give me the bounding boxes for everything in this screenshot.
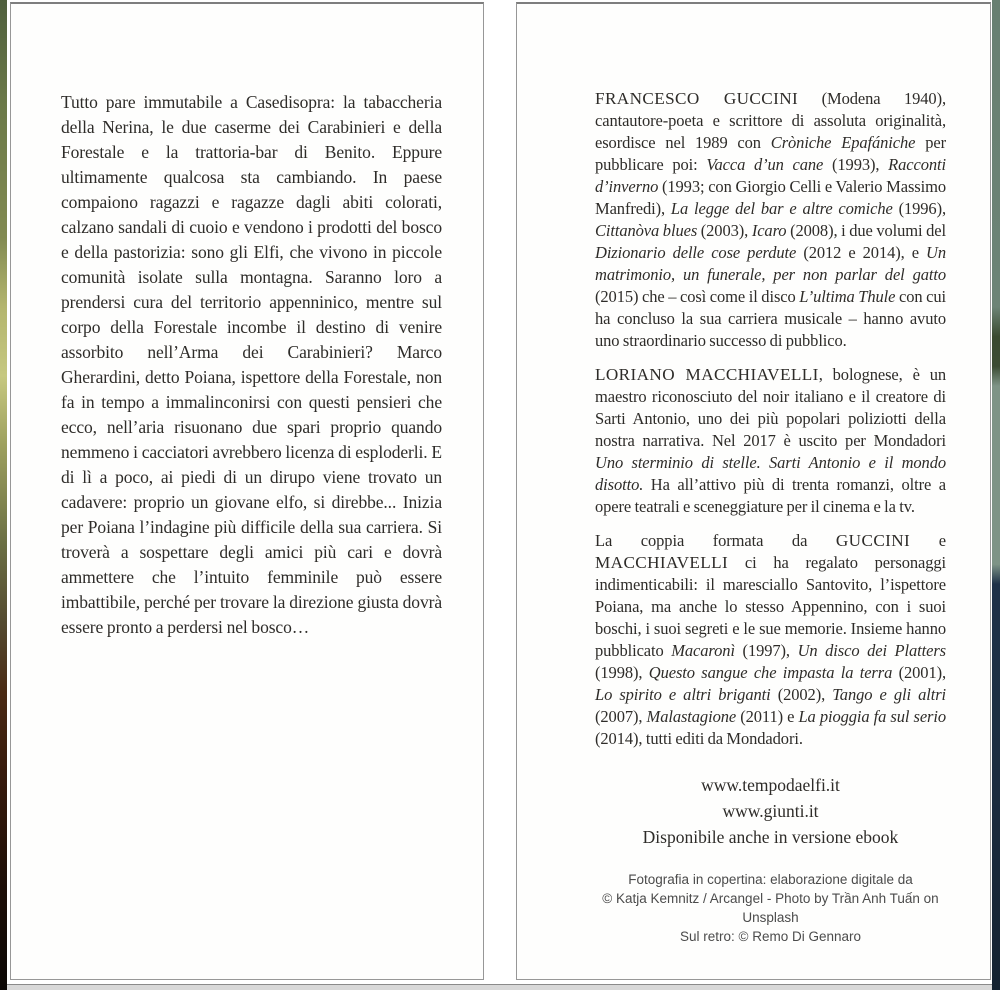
cover-photo-edge-left xyxy=(0,0,7,990)
website-link-tempodaelfi: www.tempodaelfi.it xyxy=(701,775,840,795)
duo-bio: La coppia formata da GUCCINI e MACCHIAVELLI ci ha regalato personaggi indimenticabili: il maresciallo Santovito, l’ispettore Poiana, ma anche lo stesso Appennino, con i suoi boschi, i suoi segreti e le sue memorie. Insieme hanno pubblicato Macaronì (1997), Un disco dei Platters (1998), Questo sangue che impasta la terra (2001), Lo spirito e altri briganti (2002), Tango e gli altri (2007), Malastagione (2011) e La pioggia fa sul serio (2014), tutti editi da Mondadori. xyxy=(595,531,947,748)
credit-line-back-photo: Sul retro: © Remo Di Gennaro xyxy=(679,929,862,944)
author-bio-guccini: FRANCESCO GUCCINI (Modena 1940), cantautore-poeta e scrittore di assoluta originalità, esordisce nel 1989 con Cròniche Epafániche per pubblicare poi: Vacca d’un cane (1993), Racconti d’inverno (1993; con Giorgio Celli e Valerio Massimo Manfredi), La legge del bar e altre comiche (1996), Cittanòva blues (2003), Icaro (2008), i due volumi del Dizionario delle cose perdute (2012 e 2014), e Un matrimonio, un funerale, per non parlar del gatto (2015) che – così come il disco L’ultima Thule con cui ha concluso la sua carriera musicale – hanno avuto uno straordinario successo di pubblico. xyxy=(595,89,947,350)
credit-line-cover: Fotografia in copertina: elaborazione digitale da xyxy=(628,872,913,887)
cover-photo-edge-right xyxy=(992,0,1000,990)
back-flap-content xyxy=(517,4,990,979)
credit-line-photographers: © Katja Kemnitz / Arcangel - Photo by Trần Anh Tuấn on Unsplash xyxy=(602,891,939,925)
links-block xyxy=(595,772,946,850)
photo-credits xyxy=(595,870,946,946)
front-flap xyxy=(10,2,484,980)
website-link-giunti: www.giunti.it xyxy=(722,801,819,821)
author-bio-macchiavelli: LORIANO MACCHIAVELLI, bolognese, è un maestro riconosciuto del noir italiano e il creatore di Sarti Antonio, uno dei più popolari poliziotti della nostra narrativa. Nel 2017 è uscito per Mondadori Uno sterminio di stelle. Sarti Antonio e il mondo disotto. Ha all’attivo più di trenta romanzi, oltre a opere teatrali e sceneggiature per il cinema e la tv. xyxy=(595,365,946,516)
back-flap xyxy=(516,2,991,980)
front-flap-content xyxy=(11,4,483,979)
scan-bottom-edge xyxy=(7,984,992,990)
ebook-availability-note: Disponibile anche in versione ebook xyxy=(642,827,899,847)
synopsis-text: Tutto pare immutabile a Casedisopra: la tabaccheria della Nerina, le due caserme dei Carabinieri e della Forestale e la trattoria-bar di Benito. Eppure ultimamente qualcosa sta cambiando. In paese compaiono ragazzi e ragazze dagli abiti colorati, calzano sandali di cuoio e vendono i prodotti del bosco e della pastorizia: sono gli Elfi, che vivono in piccole comunità isolate sulla montagna. Saranno loro a prendersi cura del territorio appenninico, mentre sul corpo della Forestale incombe il destino di venire assorbito nell’Arma dei Carabinieri? Marco Gherardini, detto Poiana, ispettore della Forestale, non fa in tempo a immalinconirsi con questi pensieri che ecco, nell’aria risuonano due spari proprio quando nemmeno i cacciatori avrebbero licenza di esploderli. E di lì a poco, ai piedi di un dirupo viene trovato un cadavere: proprio un giovane elfo, si direbbe... Inizia per Poiana l’indagine più difficile della sua carriera. Si troverà a sospettare degli amici più cari e dovrà ammettere che l’intuito femminile può essere imbattibile, perché per trovare la direzione giusta dovrà essere pronto a perdersi nel bosco… xyxy=(61,92,442,637)
